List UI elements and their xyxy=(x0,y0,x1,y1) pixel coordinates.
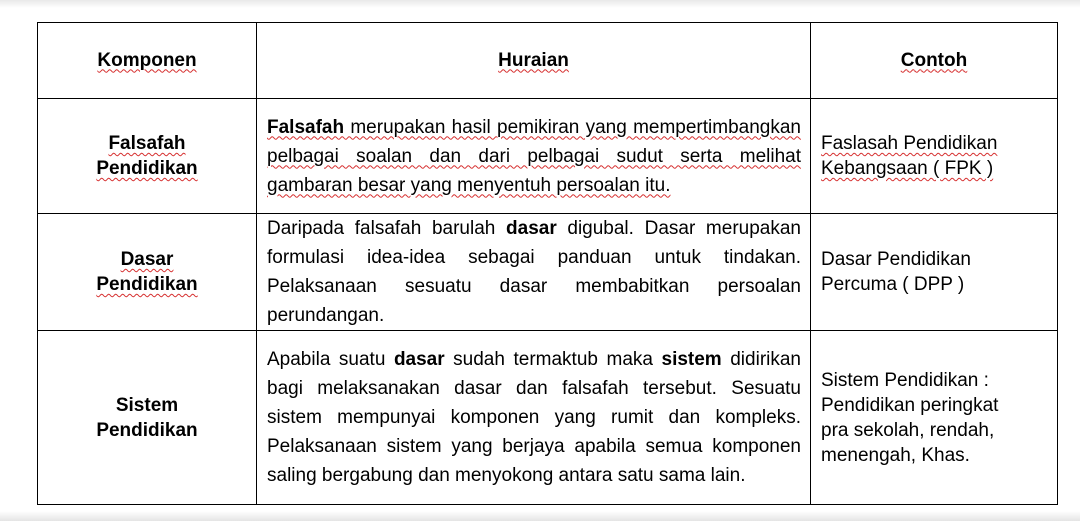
table-row xyxy=(38,214,1058,331)
table-row xyxy=(38,331,1058,505)
contoh-line: Sistem Pendidikan : xyxy=(821,369,989,391)
huraian-lead-bold: Falsafah xyxy=(267,116,345,138)
huraian-cell xyxy=(257,331,811,505)
huraian-cell xyxy=(257,214,811,331)
komponen-line: Sistem xyxy=(115,394,179,416)
header-komponen: Komponen xyxy=(38,23,257,99)
komponen-line: Pendidikan xyxy=(96,419,198,441)
huraian-text: didirikan bagi melaksanakan dasar dan falsafah tersebut. Sesuatu sistem mempunyai komponen yang rumit dan kompleks. Pelaksanaan sistem yang berjaya apabila semua komponen saling bergabung dan menyokong antara satu sama lain. xyxy=(267,349,801,486)
contoh-cell xyxy=(811,214,1058,331)
komponen-line: Pendidikan xyxy=(96,158,198,179)
contoh-line: pra sekolah, rendah, xyxy=(821,419,995,441)
komponen-line: Pendidikan xyxy=(96,274,198,295)
table-header-row xyxy=(38,23,1058,99)
huraian-text: sudah termaktub maka xyxy=(444,349,662,370)
komponen-table xyxy=(37,22,1058,505)
komponen-cell xyxy=(38,99,257,214)
huraian-cell xyxy=(257,99,811,214)
huraian-bold: dasar xyxy=(506,218,557,239)
huraian-bold: sistem xyxy=(661,349,722,370)
contoh-line: menengah, Khas. xyxy=(821,444,970,466)
table-row xyxy=(38,99,1058,214)
komponen-line: Falsafah xyxy=(108,133,186,154)
contoh-line: Percuma ( DPP ) xyxy=(821,274,965,295)
contoh-cell xyxy=(811,99,1058,214)
contoh-line: Pendidikan peringkat xyxy=(821,394,999,416)
contoh-line: Faslasah Pendidikan xyxy=(821,133,998,154)
contoh-line: Kebangsaan ( FPK ) xyxy=(821,158,994,179)
top-edge-band xyxy=(0,0,1080,8)
huraian-text: Apabila suatu xyxy=(267,349,394,370)
huraian-text: Daripada falsafah barulah xyxy=(267,218,507,239)
header-contoh: Contoh xyxy=(811,23,1058,99)
contoh-line: Dasar Pendidikan xyxy=(821,249,971,270)
komponen-line: Dasar xyxy=(120,249,174,270)
contoh-cell xyxy=(811,331,1058,505)
komponen-cell xyxy=(38,214,257,331)
huraian-text: digubal. Dasar merupakan formulasi idea-idea sebagai panduan untuk tindakan. Pelaksanaan sesuatu dasar membabitkan persoalan perundangan. xyxy=(267,218,801,326)
huraian-text: merupakan hasil pemikiran yang mempertimbangkan pelbagai soalan dan dari pelbagai sudut serta melihat gambaran besar yang menyentuh persoalan itu. xyxy=(267,116,801,196)
komponen-cell xyxy=(38,331,257,505)
header-huraian: Huraian xyxy=(257,23,811,99)
huraian-bold: dasar xyxy=(393,349,445,370)
bottom-edge-band xyxy=(0,511,1080,521)
